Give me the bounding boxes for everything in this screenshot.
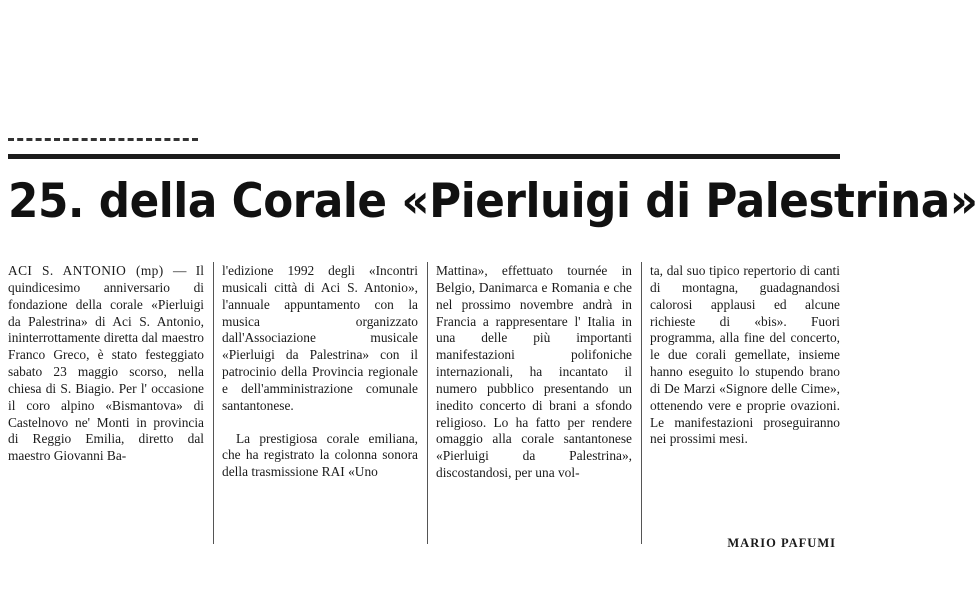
column-divider bbox=[213, 262, 214, 544]
byline: MARIO PAFUMI bbox=[727, 536, 836, 550]
column-divider bbox=[641, 262, 642, 544]
column-2-paragraph-1: l'edizione 1992 degli «Incontri musicali città di Aci S. Antonio», l'annuale appuntamento con la musica organizzato dall'Associazione musicale «Pierluigi da Palestrina» con il patrocinio della Provincia regionale e dell'amministrazione comunale santantonese. bbox=[222, 263, 418, 413]
column-2-paragraph-2: La prestigiosa corale emiliana, che ha registrato la colonna sonora della trasmissione RAI «Uno bbox=[222, 430, 418, 480]
article-column-2 bbox=[222, 263, 418, 541]
top-dashed-rule bbox=[8, 138, 198, 141]
column-4-paragraph-1: ta, dal suo tipico repertorio di canti di montagna, guadagnandosi calorosi applausi ed alcune richieste di «bis». Fuori programma, alla fine del concerto, le due corali gemellate, insieme hanno eseguito lo stupendo brano di De Marzi «Signore delle Cime», ottenendo vere e proprie ovazioni. Le manifestazioni proseguiranno nei prossimi mesi. bbox=[650, 263, 840, 447]
column-1-paragraph-1 bbox=[8, 263, 204, 465]
dateline: ACI S. ANTONIO (mp) bbox=[8, 263, 164, 278]
column-1-text: — Il quindicesimo anniversario di fondazione della corale «Pierluigi da Palestrina» di Aci S. Antonio, ininterrottamente diretta dal maestro Franco Greco, è stato festeggiato sabato 23 maggio scorso, nella chiesa di S. Biagio. Per l' occasione il coro alpino «Bismantova» di Castelnovo ne' Monti in provincia di Reggio Emilia, diretto dal maestro Giovanni Ba- bbox=[8, 263, 204, 464]
article-column-3 bbox=[436, 263, 632, 541]
column-divider bbox=[427, 262, 428, 544]
top-rule bbox=[8, 154, 840, 159]
article-column-4 bbox=[650, 263, 840, 519]
article-column-1 bbox=[8, 263, 204, 541]
column-3-paragraph-1: Mattina», effettuato tournée in Belgio, Danimarca e Romania e che nel prossimo novembre andrà in Francia a rappresentare l' Italia in una delle più importanti manifestazioni polifoniche internazionali, ha incantato il numero pubblico presentando un inedito concerto di brani a sfondo religioso. Lo ha fatto per rendere omaggio alla corale santantonese «Pierluigi da Palestrina», discostandosi, per una vol- bbox=[436, 263, 632, 481]
headline: 25. della Corale «Pierluigi di Palestrina» bbox=[8, 174, 978, 229]
